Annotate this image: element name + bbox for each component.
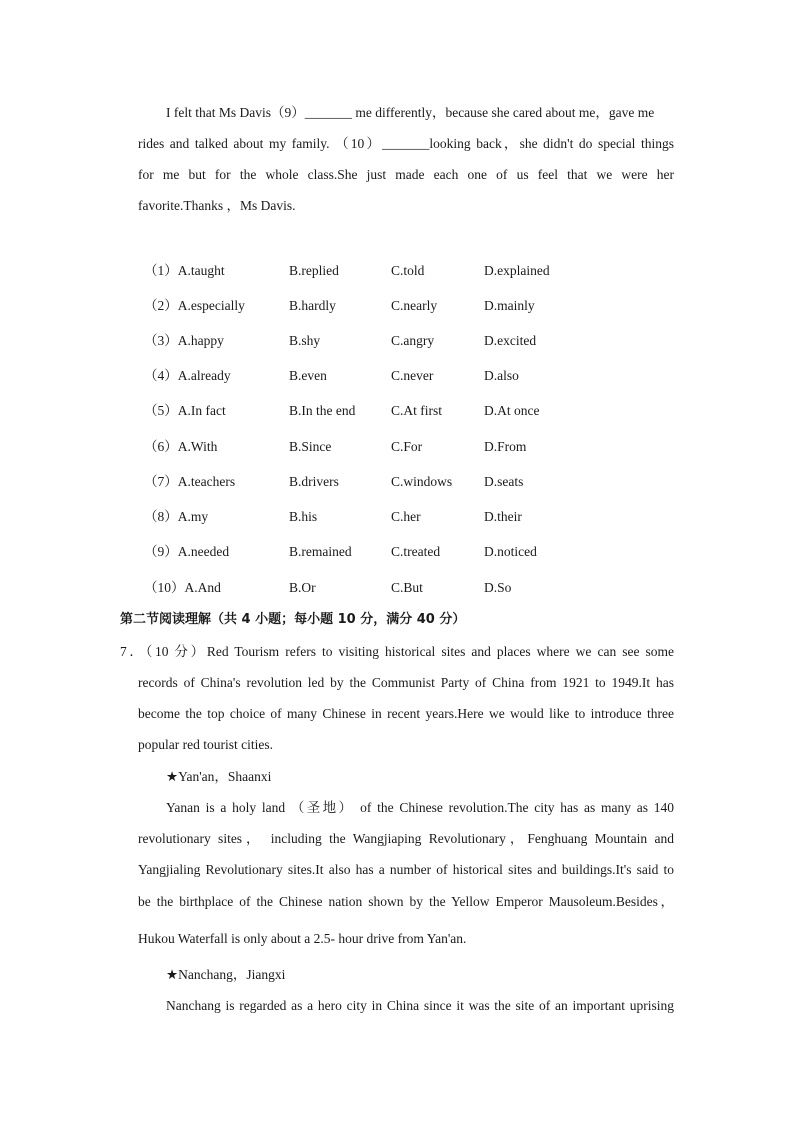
nanchang-title: ★Nanchang，Jiangxi [166,967,286,982]
yanan-line-4: be the birthplace of the Chinese nation shown by the Yellow Emperor Mausoleum.Besides， [138,894,674,909]
option-d: D.So [484,580,512,595]
option-a: （5）A.In fact [144,403,226,418]
option-b: B.even [289,368,327,383]
option-c: C.never [391,368,434,383]
yanan-line-1: Yanan is a holy land （圣地） of the Chinese revolution.The city has as many as 140 [166,800,674,815]
option-a: （10）A.And [144,580,221,595]
option-c: C.For [391,439,423,454]
yanan-line-5: Hukou Waterfall is only about a 2.5- hour drive from Yan'an. [138,931,467,946]
option-a: （9）A.needed [144,544,230,559]
option-b: B.his [289,509,318,524]
yanan-line-3: Yangjialing Revolutionary sites.It also has a number of historical sites and buildings.It's said to [138,862,674,877]
passage-line-4: favorite.Thanks ，Ms Davis. [138,198,296,213]
yanan-title: ★Yan'an，Shaanxi [166,769,272,784]
option-a: （4）A.already [144,368,231,383]
option-c: C.angry [391,333,435,348]
option-a: （6）A.With [144,439,218,454]
nanchang-line-1: Nanchang is regarded as a hero city in China since it was the site of an important uprising [166,998,674,1013]
option-c: C.windows [391,474,453,489]
option-a: （2）A.especially [144,298,245,313]
option-c: C.treated [391,544,441,559]
option-b: B.replied [289,263,339,278]
question7-line-3: become the top choice of many Chinese in recent years.Here we would like to introduce three [138,706,674,721]
option-a: （3）A.happy [144,333,224,348]
section-heading: 第二节阅读理解（共 4 小题；每小题 10 分，满分 40 分） [120,612,466,627]
option-a: （1）A.taught [144,263,225,278]
option-b: B.remained [289,544,352,559]
option-b: B.shy [289,333,321,348]
option-d: D.noticed [484,544,537,559]
passage-line-1: I felt that Ms Davis（9）_______ me differently，because she cared about me，gave me [166,105,655,120]
option-d: D.From [484,439,527,454]
option-a: （8）A.my [144,509,209,524]
question7-line-4: popular red tourist cities. [138,737,273,752]
option-d: D.seats [484,474,524,489]
option-a: （7）A.teachers [144,474,236,489]
passage-line-2: rides and talked about my family. （10）_______looking back，she didn't do special things [138,136,674,151]
option-d: D.mainly [484,298,535,313]
question7-line-2: records of China's revolution led by the Communist Party of China from 1921 to 1949.It has [138,675,674,690]
option-d: D.excited [484,333,537,348]
option-b: B.In the end [289,403,356,418]
option-b: B.Or [289,580,316,595]
option-d: D.explained [484,263,550,278]
option-c: C.But [391,580,423,595]
option-c: C.At first [391,403,443,418]
option-d: D.their [484,509,522,524]
option-c: C.her [391,509,421,524]
passage-line-3: for me but for the whole class.She just made each one of us feel that we were her [138,167,674,182]
option-b: B.drivers [289,474,339,489]
option-d: D.At once [484,403,540,418]
option-b: B.hardly [289,298,336,313]
option-c: C.nearly [391,298,438,313]
question7-line-1: 7．（10 分）Red Tourism refers to visiting historical sites and places where we can see some [120,644,674,659]
option-d: D.also [484,368,519,383]
yanan-line-2: revolutionary sites， including the Wangjiaping Revolutionary，Fenghuang Mountain and [138,831,674,846]
option-c: C.told [391,263,425,278]
option-b: B.Since [289,439,332,454]
